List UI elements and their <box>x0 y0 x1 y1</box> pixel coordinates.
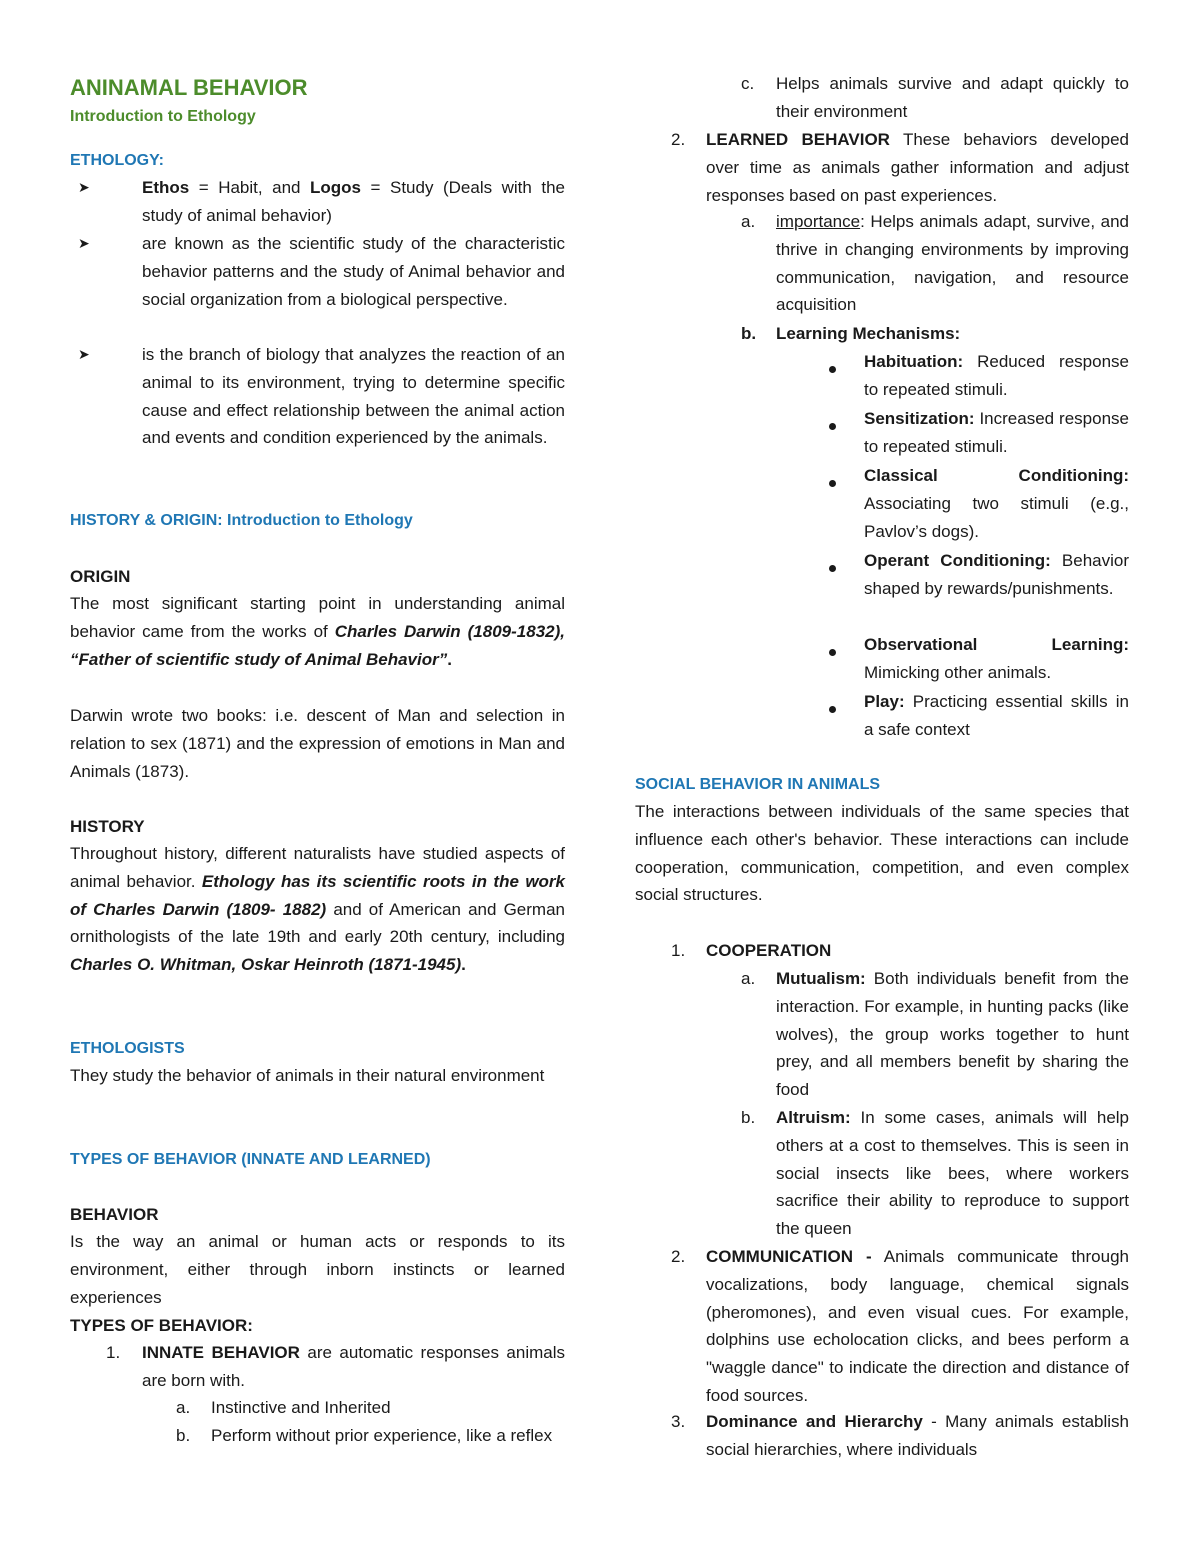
mechanism-def: Behavior shaped by rewards/punishments. <box>864 551 1129 598</box>
bullet-dot-icon <box>829 358 851 378</box>
history-text: Throughout history, different naturalists have studied aspects of animal behavior. <box>70 844 565 891</box>
communication-def: Animals communicate through vocalizations, body language, chemical signals (pheromones), and even visual cues. For example, dolphins use echolocation clicks, and bees perform a "waggle dance" to indicate the direction and distance of food sources. <box>706 1247 1129 1405</box>
innate-item <box>70 1339 565 1395</box>
learned-sub-item <box>635 208 1129 319</box>
cooperation-sub-item <box>635 965 1129 1104</box>
mechanism-term: Classical Conditioning: <box>864 466 1129 485</box>
behavior-definition: Is the way an animal or human acts or responds to its environment, either through inborn instincts or learned experiences <box>70 1232 565 1307</box>
cooperation-heading: COOPERATION <box>706 941 832 960</box>
mechanism-item <box>635 688 1129 744</box>
mechanism-item <box>635 547 1129 603</box>
mechanism-term: Habituation: <box>864 352 964 371</box>
ethology-bullet <box>70 174 565 230</box>
social-heading: SOCIAL BEHAVIOR IN ANIMALS <box>635 776 881 793</box>
origin-paragraph <box>70 590 565 673</box>
learned-def: These behaviors developed over time as animals gather information and adjust responses based on past experiences. <box>706 130 1129 205</box>
arrow-bullet-icon: ➤ <box>78 346 90 362</box>
list-number: 3. <box>671 1412 686 1431</box>
history-end: . <box>461 955 466 975</box>
bullet-dot-icon <box>829 557 851 577</box>
dominance-term: Dominance and Hierarchy <box>706 1412 923 1431</box>
mutualism-term: Mutualism: <box>776 969 866 988</box>
ethology-bullet <box>70 230 565 313</box>
mechanism-def: Associating two stimuli (e.g., Pavlov’s dogs). <box>864 493 1129 541</box>
history-origin-heading: HISTORY & ORIGIN: Introduction to Ethology <box>70 512 413 529</box>
behavior-heading: BEHAVIOR <box>70 1205 159 1224</box>
learned-term: LEARNED BEHAVIOR <box>706 130 890 149</box>
history-highlight: Charles O. Whitman, Oskar Heinroth (1871-1945) <box>70 955 462 975</box>
document-title: ANINAMAL BEHAVIOR <box>70 75 308 100</box>
ethology-bullet-text: are known as the scientific study of the characteristic behavior patterns and the study of Animal behavior and social organization from a biological perspective. <box>142 234 565 309</box>
list-letter: b. <box>176 1426 191 1445</box>
innate-sub-item <box>635 70 1129 126</box>
list-letter: b. <box>741 324 757 343</box>
list-number: 2. <box>671 1247 686 1266</box>
origin-heading: ORIGIN <box>70 567 131 586</box>
importance-term: importance <box>776 212 861 231</box>
cooperation-sub-item <box>635 1104 1129 1243</box>
dominance-item <box>635 1408 1129 1464</box>
bullet-dot-icon <box>829 472 851 492</box>
mechanism-def: Reduced response to repeated stimuli. <box>864 352 1129 399</box>
types-heading: TYPES OF BEHAVIOR (INNATE AND LEARNED) <box>70 1151 431 1168</box>
innate-sub-text: Helps animals survive and adapt quickly to their environment <box>776 74 1129 121</box>
arrow-bullet-icon: ➤ <box>78 179 90 195</box>
list-letter: c. <box>741 74 755 93</box>
innate-sub-item <box>70 1394 565 1422</box>
bullet-dot-icon <box>829 641 851 661</box>
innate-def: are automatic responses animals are born with. <box>142 1343 565 1390</box>
origin-text: The most significant starting point in understanding animal behavior came from the works of <box>70 594 565 641</box>
list-letter: a. <box>741 969 756 988</box>
ethologists-text: They study the behavior of animals in their natural environment <box>70 1066 545 1085</box>
mechanism-def: Practicing essential skills in a safe context <box>864 692 1129 739</box>
ethology-heading: ETHOLOGY: <box>70 152 164 169</box>
history-paragraph <box>70 840 565 979</box>
mechanism-def: Mimicking other animals. <box>864 662 1052 682</box>
ethology-bullet-text: is the branch of biology that analyzes the reaction of an animal to its environment, trying to determine specific cause and effect relationship between the animal action and events and condition experienced by the animals. <box>142 345 565 448</box>
mechanism-def: Increased response to repeated stimuli. <box>864 409 1129 456</box>
innate-sub-item <box>70 1422 565 1450</box>
communication-term: COMMUNICATION - <box>706 1247 872 1266</box>
mechanism-term: Play: <box>864 692 905 711</box>
list-letter: a. <box>176 1398 191 1417</box>
learned-sub-item <box>635 320 1129 348</box>
ethos-def: = Habit, and <box>189 178 311 197</box>
mechanism-term: Observational Learning: <box>864 635 1129 654</box>
origin-end: . <box>447 649 452 669</box>
document-subtitle: Introduction to Ethology <box>70 108 256 125</box>
history-highlight: Ethology has its scientific roots in the work of Charles Darwin (1809- 1882) <box>70 871 565 919</box>
cooperation-item <box>635 937 1129 965</box>
logos-def: = Study (Deals with the study of animal behavior) <box>142 178 565 225</box>
bullet-dot-icon <box>829 698 851 718</box>
innate-term: INNATE BEHAVIOR <box>142 1343 300 1362</box>
history-text: and of American and German ornithologists of the late 19th and early 20th century, including <box>70 899 565 947</box>
importance-text: : Helps animals adapt, survive, and thrive in changing environments by improving communication, navigation, and resource acquisition <box>776 212 1129 315</box>
altruism-term: Altruism: <box>776 1108 851 1127</box>
mechanism-item <box>635 405 1129 461</box>
list-letter: b. <box>741 1108 756 1127</box>
bullet-dot-icon <box>829 415 851 435</box>
altruism-def: In some cases, animals will help others at a cost to themselves. This is seen in social insects like bees, where workers sacrifice their ability to reproduce to support the queen <box>776 1108 1129 1239</box>
mechanism-item <box>635 462 1129 545</box>
ethology-bullet <box>70 341 565 452</box>
mechanism-item <box>635 348 1129 404</box>
list-letter: a. <box>741 212 756 231</box>
list-number: 2. <box>671 130 686 149</box>
list-number: 1. <box>106 1343 121 1362</box>
learned-item <box>635 126 1129 209</box>
logos-term: Logos <box>310 178 362 197</box>
types-of-behavior-heading: TYPES OF BEHAVIOR: <box>70 1316 253 1335</box>
innate-sub-text: Perform without prior experience, like a reflex <box>211 1426 553 1445</box>
arrow-bullet-icon: ➤ <box>78 235 90 251</box>
ethologists-heading: ETHOLOGISTS <box>70 1040 185 1057</box>
darwin-highlight: Charles Darwin (1809-1832), “Father of scientific study of Animal Behavior” <box>70 621 565 669</box>
ethos-term: Ethos <box>142 178 190 197</box>
communication-item <box>635 1243 1129 1410</box>
mutualism-def: Both individuals benefit from the interaction. For example, in hunting packs (like wolves), the group works together to hunt prey, and all members benefit by sharing the food <box>776 969 1129 1100</box>
innate-sub-text: Instinctive and Inherited <box>211 1398 391 1417</box>
mechanism-term: Sensitization: <box>864 409 975 428</box>
history-heading: HISTORY <box>70 817 145 836</box>
darwin-books-paragraph: Darwin wrote two books: i.e. descent of Man and selection in relation to sex (1871) and the expression of emotions in Man and Animals (1873). <box>70 706 565 781</box>
mechanism-item <box>635 631 1129 687</box>
social-definition: The interactions between individuals of the same species that influence each other's behavior. These interactions can include cooperation, communication, competition, and even complex social structures. <box>635 802 1129 905</box>
learning-mechanisms-heading: Learning Mechanisms: <box>776 324 961 343</box>
list-number: 1. <box>671 941 686 960</box>
mechanism-term: Operant Conditioning: <box>864 551 1051 570</box>
dominance-def: - Many animals establish social hierarchies, where individuals <box>706 1412 1129 1459</box>
